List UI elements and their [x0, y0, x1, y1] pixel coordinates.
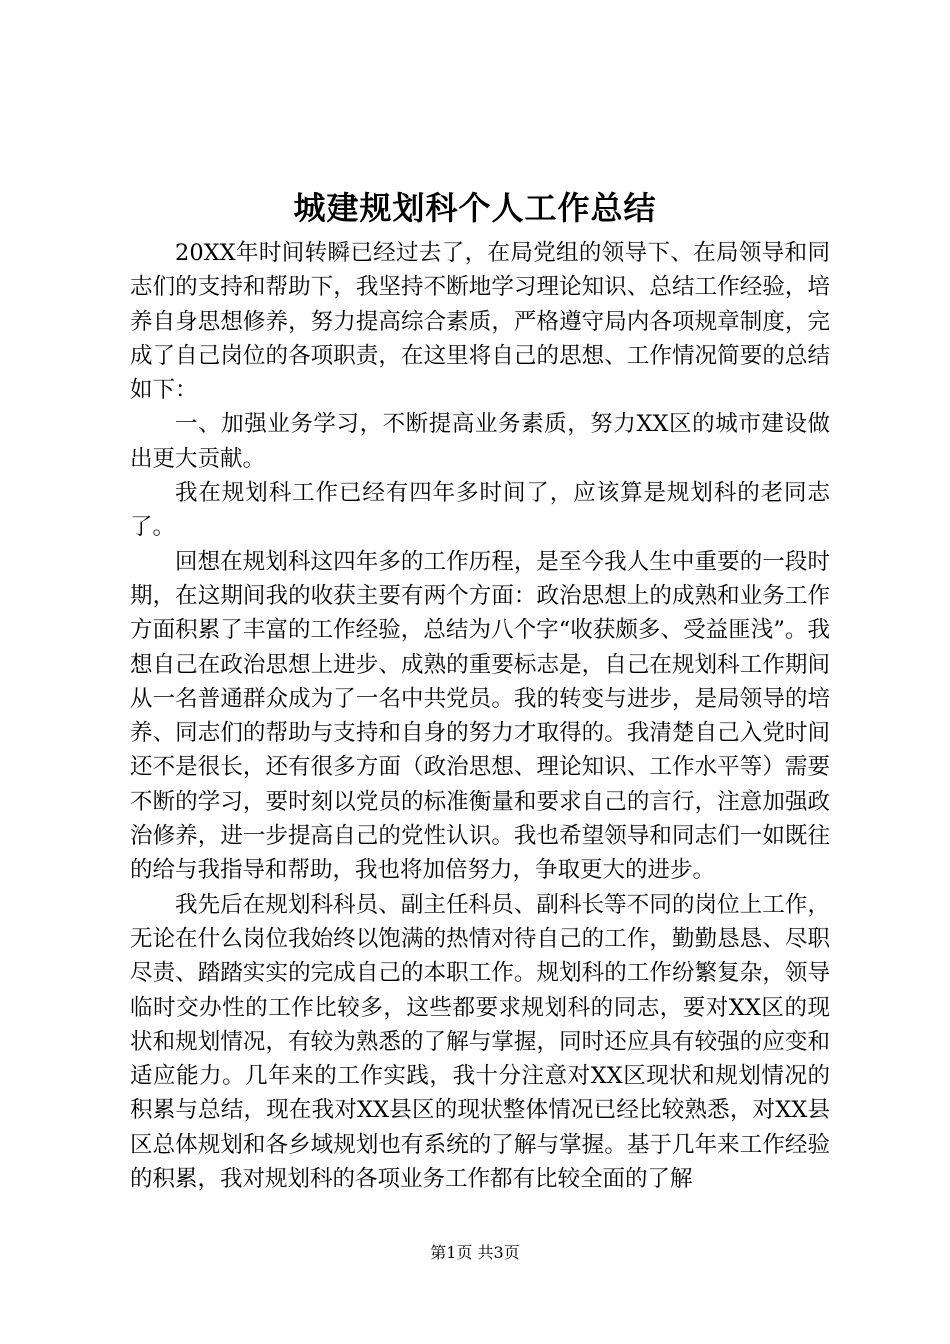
page-footer: 第1页 共3页	[430, 1243, 520, 1262]
paragraph-section-heading: 一、加强业务学习，不断提高业务素质，努力XX区的城市建设做出更大贡献。	[130, 411, 830, 472]
paragraph-political-growth: 回想在规划科这四年多的工作历程，是至今我人生中重要的一段时期，在这期间我的收获主要有两个方面：政治思想上的成熟和业务工作方面积累了丰富的工作经验，总结为八个字“收获颇多、受益匪浅”。我想自己在政治思想上进步、成熟的重要标志是，自己在规划科工作期间从一名普通群众成为了一名中共党员。我的转变与进步，是局领导的培养、同志们的帮助与支持和自身的努力才取得的。我清楚自己入党时间还不是很长，还有很多方面（政治思想、理论知识、工作水平等）需要不断的学习，要时刻以党员的标准衡量和要求自己的言行，注意加强政治修养，进一步提高自己的党性认识。我也希望领导和同志们一如既往的给与我指导和帮助，我也将加倍努力，争取更大的进步。	[130, 548, 830, 884]
paragraph-job-duties: 我先后在规划科科员、副主任科员、副科长等不同的岗位上工作，无论在什么岗位我始终以饱满的热情对待自己的工作，勤勤恳恳、尽职尽责、踏踏实实的完成自己的本职工作。规划科的工作纷繁复杂，领导临时交办性的工作比较多，这些都要求规划科的同志，要对XX区的现状和规划情况，有较为熟悉的了解与掌握，同时还应具有较强的应变和适应能力。几年来的工作实践，我十分注意对XX区现状和规划情况的积累与总结，现在我对XX县区的现状整体情况已经比较熟悉，对XX县区总体规划和各乡域规划也有系统的了解与掌握。基于几年来工作经验的积累，我对规划科的各项业务工作都有比较全面的了解	[130, 891, 830, 1193]
document-body	[130, 236, 830, 1196]
document-title: 城建规划科个人工作总结	[293, 189, 657, 227]
paragraph-intro: 20XX年时间转瞬已经过去了，在局党组的领导下、在局领导和同志们的支持和帮助下，我坚持不断地学习理论知识、总结工作经验，培养自身思想修养，努力提高综合素质，严格遵守局内各项规章制度，完成了自己岗位的各项职责，在这里将自己的思想、工作情况简要的总结如下：	[130, 240, 830, 404]
paragraph-work-years: 我在规划科工作已经有四年多时间了，应该算是规划科的老同志了。	[130, 480, 830, 541]
